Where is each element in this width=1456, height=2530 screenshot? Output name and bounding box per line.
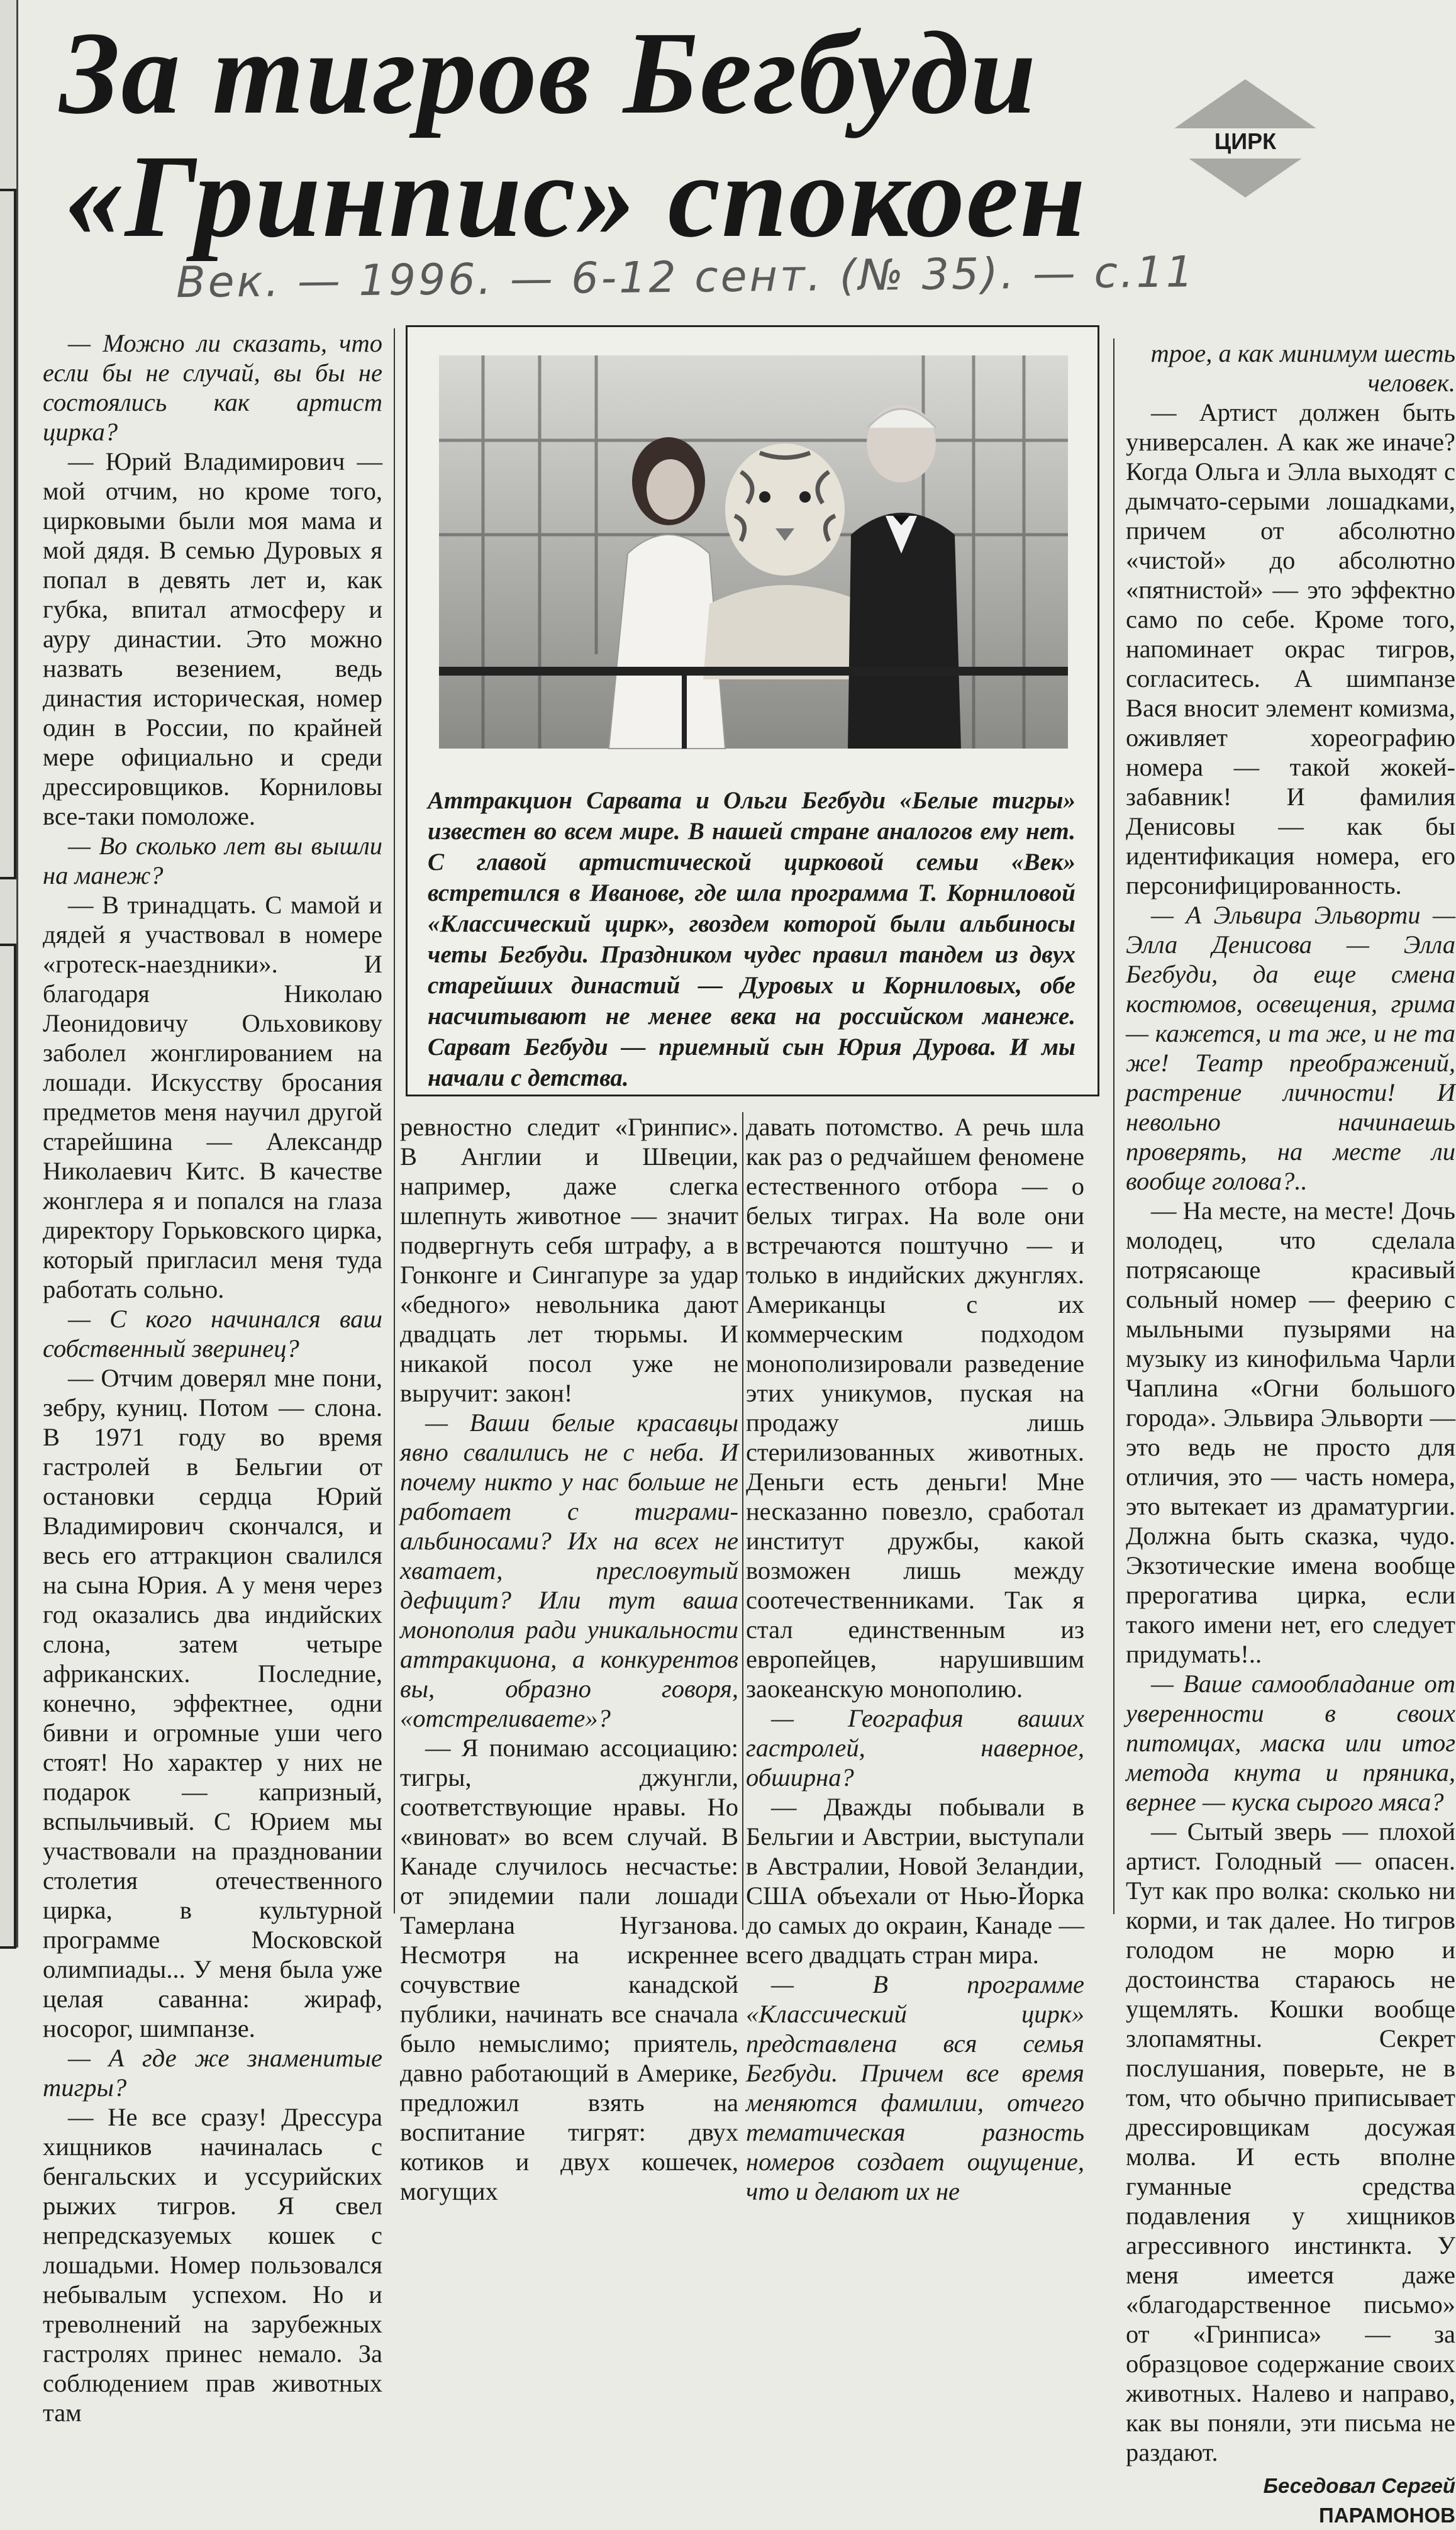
- photo-caption: Аттракцион Сарвата и Ольги Бегбуди «Белые тигры» известен во всем мире. В нашей стране аналогов ему нет. С главой артистической цирковой семьи «Век» встретился в Иванове, где шла программа Т. Корниловой «Классический цирк», гвоздем которой были альбиносы четы Бегбуди. Праздником чудес правил тандем из двух старейших династий — Дуровых и Корниловых, обе насчитывают не менее века на российском манеже. Сарват Бегбуди — приемный сын Юрия Дурова. И мы начали с детства.: [428, 787, 1075, 1091]
- interview-question: — А Эльвира Эльворти — Элла Денисова — Элла Бегбуди, да еще смена костюмов, освещения, грима — кажется, и та же, и не та же! Театр преображений, растрение личности! И невольно начинаешь проверять, на месте ли вообще голова?..: [1126, 901, 1455, 1195]
- column-rule-3: [1113, 338, 1114, 1914]
- adjacent-article-border-bottom: [0, 944, 16, 1949]
- byline: [1126, 2471, 1455, 2530]
- interview-answer: — Юрий Владимирович — мой отчим, но кроме того, цирковыми были моя мама и мой дядя. В семью Дуровых я попал в девять лет и, как губка, впитал атмосферу и ауру династии. Это можно назвать везением, ведь династия историческая, номер один в России, по крайней мере официально и среди дрессировщиков. Корниловы все-таки помоложе.: [43, 447, 382, 830]
- article-column-1: [43, 328, 382, 2427]
- headline-line-1: За тигров Бегбуди: [60, 7, 1038, 138]
- interview-answer: — Отчим доверял мне пони, зебру, куниц. Потом — слона. В 1971 году во время гастролей в Бельгии от остановки сердца Юрий Владимирович скончался, и весь его аттракцион свалился на сына Юрия. А у меня через год оказались два индийских слона, затем четыре африканских. Последние, конечно, эффектнее, одни бивни и огромные уши чего стоят! Но характер у них не подарок — капризный, вспыльчивый. С Юрием мы участвовали на праздновании столетия отечественного цирка, в культурной программе Московской олимпиады... У меня была уже целая саванна: жираф, носорог, шимпанзе.: [43, 1364, 382, 2042]
- interview-question: — Можно ли сказать, что если бы не случай, вы бы не состоялись как артист цирка?: [43, 329, 382, 446]
- interview-question: — В программе «Классический цирк» представлена вся семья Бегбуди. Причем все время меняются фамилии, отчего тематическая разность номеров создает ощущение, что и делают их не: [746, 1970, 1084, 2205]
- article-column-2: [400, 1112, 738, 2205]
- interview-answer: — В тринадцать. С мамой и дядей я участвовал в номере «гротеск-наездники». И благодаря Николаю Леонидовичу Ольховикову заболел жонглированием на лошади. Искусству бросания предметов меня научил другой старейшина — Александр Николаевич Китс. В качестве жонглера я и попался на глаза директору Горьковского цирка, который пригласил меня туда работать сольно.: [43, 891, 382, 1303]
- article-column-4: [1126, 338, 1455, 2527]
- rubric-badge: [1157, 75, 1333, 201]
- column-rule-1: [394, 328, 395, 1914]
- adjacent-article-border-top: [0, 189, 16, 879]
- interview-question: — Ваше самообладание от уверенности в своих питомцах, маска или итог метода кнута и пряника, вернее — куска сырого мяса?: [1126, 1669, 1455, 1816]
- interview-answer: — Не все сразу! Дрессура хищников начиналась с бенгальских и уссурийских рыжих тигров. Я свел непредсказуемых кошек с лошадьми. Номер пользовался небывалым успехом. Но и треволнений на зарубежных гастролях принес немало. За соблюдением прав животных там: [43, 2103, 382, 2427]
- headline: [60, 7, 1087, 262]
- interview-question: — А где же знаменитые тигры?: [43, 2044, 382, 2102]
- rubric-label: ЦИРК: [1214, 128, 1277, 154]
- interview-question: — Ваши белые красавцы явно свалились не с неба. И почему никто у нас больше не работает с тиграми-альбиносами? Их на всех не хватает, пресловутый дефицит? Или тут ваша монополия ради уникальности аттракциона, а конкурентов вы, образно говоря, «отстреливаете»?: [400, 1408, 738, 1732]
- photo-tiger-couple: [408, 327, 1098, 767]
- byline-prefix: Беседовал Сергей: [1263, 2474, 1455, 2497]
- column-rule-2: [742, 1112, 743, 1930]
- interview-answer: давать потомство. А речь шла как раз о редчайшем феномене естественного отбора — о белых тиграх. На воле они встречаются поштучно — и только в индийских джунглях. Американцы с их коммерческим подходом монополизировали разведение этих уникумов, пуская на продажу лишь стерилизованных животных. Деньги есть деньги! Мне несказанно повезло, сработал институт дружбы, какой возможен лишь между соотечественниками. Так я стал единственным из европейцев, нарушившим заокеанскую монополию.: [746, 1113, 1084, 1703]
- interview-answer: ревностно следит «Гринпис». В Англии и Швеции, например, даже слегка шлепнуть животное — значит подвергнуть себя штрафу, а в Гонконге и Сингапуре за удар «бедного» невольника дают двадцать лет тюрьмы. И никакой посол уже не выручит: закон!: [400, 1113, 738, 1407]
- interview-answer: — Артист должен быть универсален. А как же иначе? Когда Ольга и Элла выходят с дымчато-серыми лошадками, причем от абсолютно «чистой» до абсолютно «пятнистой» — это эффектно само по себе. Кроме того, напоминает окрас тигров, согласитесь. А шимпанзе Вася вносит элемент комизма, оживляет хореографию номера — такой жокей-забавник! И фамилия Денисовы — как бы идентификация номера, его персонифицированность.: [1126, 398, 1455, 900]
- headline-line-2: «Гринпис» спокоен: [65, 130, 1087, 262]
- interview-question: — С кого начинался ваш собственный зверинец?: [43, 1305, 382, 1363]
- interview-question: — География ваших гастролей, наверное, обширна?: [746, 1704, 1084, 1792]
- interview-question: трое, а как минимум шесть человек.: [1150, 339, 1455, 397]
- interview-answer: — Дважды побывали в Бельгии и Австрии, выступали в Австралии, Новой Зеландии, США объехали от Нью-Йорка до самых до окраин, Канаде — всего двадцать стран мира.: [746, 1793, 1084, 1969]
- interview-question: — Во сколько лет вы вышли на манеж?: [43, 832, 382, 889]
- byline-surname: ПАРАМОНОВ: [1319, 2504, 1455, 2527]
- article-column-3: [746, 1112, 1084, 2205]
- interview-answer: — На месте, на месте! Дочь молодец, что сделала потрясающе красивый сольный номер — феерию с мыльными пузырями на музыку из кинофильма Чарли Чаплина «Огни большого города». Эльвира Эльворти — это ведь не просто для отличия, это — часть номера, это вытекает из драматургии. Должна быть сказка, чудо. Экзотические имена вообще прерогатива цирка, если такого имени нет, его следует придумать!..: [1126, 1196, 1455, 1668]
- interview-answer: — Сытый зверь — плохой артист. Голодный — опасен. Тут как про волка: сколько ни корми, и так далее. Но тигров голодом не морю и достоинства стараюсь не ущемлять. Кошки вообще злопамятны. Секрет послушания, поверьте, не в том, что обычно приписывает дрессировщикам досужая молва. И есть вполне гуманные средства подавления у хищников агрессивного инстинкта. У меня имеется даже «благодарственное письмо» от «Гринписа» — за образцовое содержание своих животных. Налево и направо, как вы поняли, эти письма не раздают.: [1126, 1817, 1455, 2466]
- interview-answer: — Я понимаю ассоциацию: тигры, джунгли, соответствующие нравы. Но «виноват» во всем случай. В Канаде случилось несчастье: от эпидемии пали лошади Тамерлана Нугзанова. Несмотря на искреннее сочувствие канадской публики, начинать все сначала было немыслимо; приятель, давно работающий в Америке, предложил взять на воспитание тигрят: двух котиков и двух кошечек, могущих: [400, 1734, 738, 2205]
- handwritten-citation: Век. — 1996. — 6-12 сент. (№ 35). — с.11: [175, 247, 1196, 308]
